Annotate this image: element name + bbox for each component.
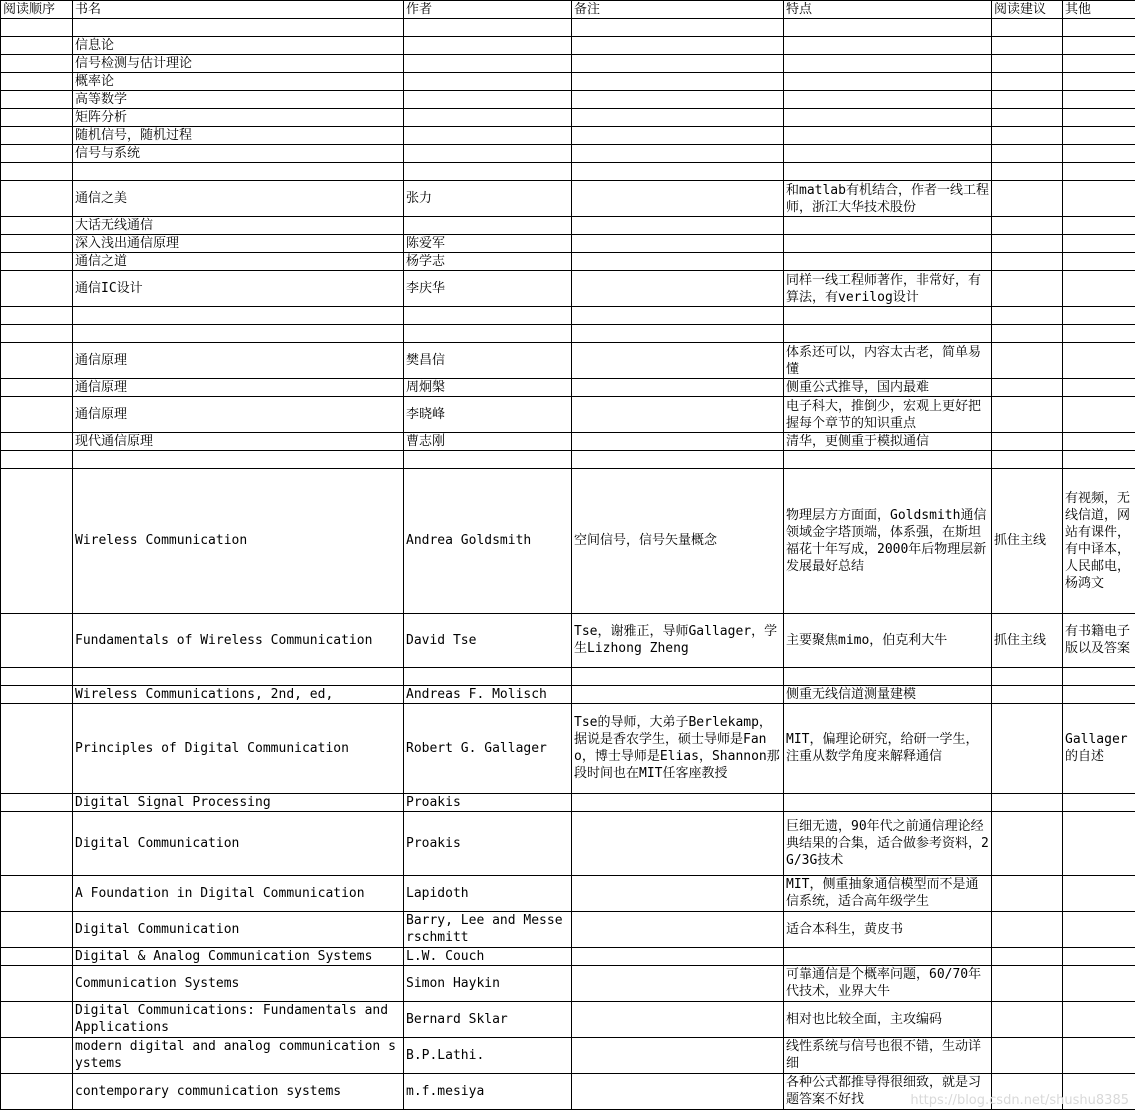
cell-other[interactable] (1063, 325, 1135, 343)
cell-read-order[interactable] (1, 181, 73, 217)
cell-other[interactable] (1063, 109, 1135, 127)
cell-reading-advice[interactable] (992, 19, 1063, 37)
cell-read-order[interactable] (1, 217, 73, 235)
cell-author[interactable]: 李庆华 (404, 271, 572, 307)
cell-features[interactable] (784, 37, 992, 55)
cell-book-title[interactable]: 通信之道 (73, 253, 404, 271)
cell-features[interactable]: 线性系统与信号也很不错，生动详细 (784, 1037, 992, 1073)
cell-remark[interactable] (572, 811, 784, 875)
table-row (1, 217, 1135, 235)
cell-remark[interactable] (572, 965, 784, 1001)
cell-features[interactable]: 体系还可以，内容太古老，简单易懂 (784, 343, 992, 379)
cell-book-title[interactable]: 通信IC设计 (73, 271, 404, 307)
cell-reading-advice[interactable] (992, 109, 1063, 127)
cell-author[interactable]: Barry, Lee and Messerschmitt (404, 911, 572, 947)
cell-remark[interactable] (572, 163, 784, 181)
table-row (1, 109, 1135, 127)
cell-reading-advice[interactable] (992, 811, 1063, 875)
cell-book-title[interactable] (73, 163, 404, 181)
cell-reading-advice[interactable] (992, 145, 1063, 163)
cell-read-order[interactable] (1, 109, 73, 127)
cell-remark[interactable] (572, 19, 784, 37)
header-features[interactable]: 特点 (784, 1, 992, 19)
cell-read-order[interactable] (1, 1001, 73, 1037)
cell-other[interactable] (1063, 217, 1135, 235)
cell-book-title[interactable]: 深入浅出通信原理 (73, 235, 404, 253)
cell-book-title[interactable] (73, 307, 404, 325)
cell-book-title[interactable]: modern digital and analog communication systems (73, 1037, 404, 1073)
cell-reading-advice[interactable] (992, 875, 1063, 911)
cell-other[interactable] (1063, 343, 1135, 379)
cell-book-title[interactable] (73, 667, 404, 685)
cell-remark[interactable]: 空间信号，信号矢量概念 (572, 469, 784, 613)
table-row (1, 181, 1135, 217)
cell-author[interactable] (404, 325, 572, 343)
cell-read-order[interactable] (1, 965, 73, 1001)
cell-features[interactable] (784, 55, 992, 73)
cell-remark[interactable]: Tse，谢雅正，导师Gallager，学生Lizhong Zheng (572, 613, 784, 667)
cell-author[interactable]: 杨学志 (404, 253, 572, 271)
cell-reading-advice[interactable] (992, 1037, 1063, 1073)
cell-features[interactable]: 同样一线工程师著作，非常好，有算法，有verilog设计 (784, 271, 992, 307)
cell-reading-advice[interactable] (992, 965, 1063, 1001)
cell-book-title[interactable]: Fundamentals of Wireless Communication (73, 613, 404, 667)
cell-reading-advice[interactable] (992, 217, 1063, 235)
cell-other[interactable] (1063, 433, 1135, 451)
cell-features[interactable] (784, 163, 992, 181)
cell-features[interactable] (784, 947, 992, 965)
table-row (1, 325, 1135, 343)
table-row (1, 127, 1135, 145)
table-row (1, 947, 1135, 965)
cell-reading-advice[interactable] (992, 73, 1063, 91)
cell-features[interactable] (784, 235, 992, 253)
cell-reading-advice[interactable] (992, 451, 1063, 469)
cell-author[interactable] (404, 37, 572, 55)
cell-reading-advice[interactable] (992, 947, 1063, 965)
cell-other[interactable]: Gallager的自述 (1063, 703, 1135, 793)
cell-features[interactable]: 可靠通信是个概率问题，60/70年代技术，业界大牛 (784, 965, 992, 1001)
cell-book-title[interactable] (73, 19, 404, 37)
cell-read-order[interactable] (1, 1037, 73, 1073)
cell-read-order[interactable] (1, 911, 73, 947)
cell-features[interactable]: 和matlab有机结合，作者一线工程师，浙江大华技术股份 (784, 181, 992, 217)
cell-remark[interactable] (572, 451, 784, 469)
cell-features[interactable]: 适合本科生，黄皮书 (784, 911, 992, 947)
cell-remark[interactable] (572, 235, 784, 253)
cell-author[interactable]: B.P.Lathi. (404, 1037, 572, 1073)
cell-features[interactable] (784, 793, 992, 811)
cell-reading-advice[interactable] (992, 1073, 1063, 1109)
cell-other[interactable] (1063, 667, 1135, 685)
cell-book-title[interactable] (73, 325, 404, 343)
cell-remark[interactable] (572, 55, 784, 73)
table-row (1, 1001, 1135, 1037)
cell-remark[interactable] (572, 947, 784, 965)
cell-remark[interactable] (572, 127, 784, 145)
cell-author[interactable]: Andreas F. Molisch (404, 685, 572, 703)
cell-author[interactable]: Proakis (404, 793, 572, 811)
header-row (1, 1, 1135, 19)
cell-book-title[interactable]: Principles of Digital Communication (73, 703, 404, 793)
cell-reading-advice[interactable] (992, 55, 1063, 73)
cell-remark[interactable] (572, 1001, 784, 1037)
cell-other[interactable]: 有书籍电子版以及答案 (1063, 613, 1135, 667)
cell-reading-advice[interactable] (992, 127, 1063, 145)
cell-features[interactable]: 巨细无遗，90年代之前通信理论经典结果的合集，适合做参考资料，2G/3G技术 (784, 811, 992, 875)
cell-read-order[interactable] (1, 433, 73, 451)
cell-features[interactable]: MIT，侧重抽象通信模型而不是通信系统，适合高年级学生 (784, 875, 992, 911)
cell-author[interactable]: Bernard Sklar (404, 1001, 572, 1037)
header-read-order[interactable]: 阅读顺序 (1, 1, 73, 19)
cell-book-title[interactable]: Digital Communication (73, 911, 404, 947)
cell-author[interactable]: Lapidoth (404, 875, 572, 911)
cell-author[interactable]: Simon Haykin (404, 965, 572, 1001)
cell-remark[interactable] (572, 217, 784, 235)
cell-reading-advice[interactable] (992, 307, 1063, 325)
table-row (1, 1073, 1135, 1109)
cell-remark[interactable] (572, 271, 784, 307)
cell-reading-advice[interactable] (992, 685, 1063, 703)
cell-author[interactable] (404, 73, 572, 91)
table-row (1, 433, 1135, 451)
table-row (1, 343, 1135, 379)
cell-read-order[interactable] (1, 811, 73, 875)
cell-other[interactable] (1063, 145, 1135, 163)
cell-features[interactable]: 主要聚焦mimo，伯克利大牛 (784, 613, 992, 667)
cell-book-title[interactable]: 通信之美 (73, 181, 404, 217)
table-row (1, 1037, 1135, 1073)
table-row (1, 793, 1135, 811)
cell-read-order[interactable] (1, 875, 73, 911)
cell-read-order[interactable] (1, 379, 73, 397)
cell-book-title[interactable]: 大话无线通信 (73, 217, 404, 235)
table-row (1, 965, 1135, 1001)
cell-remark[interactable] (572, 379, 784, 397)
cell-features[interactable]: 侧重公式推导，国内最难 (784, 379, 992, 397)
cell-read-order[interactable] (1, 253, 73, 271)
cell-reading-advice[interactable] (992, 271, 1063, 307)
cell-author[interactable] (404, 19, 572, 37)
cell-book-title[interactable]: A Foundation in Digital Communication (73, 875, 404, 911)
cell-other[interactable] (1063, 911, 1135, 947)
cell-author[interactable] (404, 307, 572, 325)
cell-other[interactable] (1063, 379, 1135, 397)
cell-other[interactable] (1063, 91, 1135, 109)
cell-reading-advice[interactable] (992, 433, 1063, 451)
cell-remark[interactable] (572, 73, 784, 91)
cell-reading-advice[interactable] (992, 235, 1063, 253)
cell-author[interactable]: 张力 (404, 181, 572, 217)
cell-reading-advice[interactable] (992, 397, 1063, 433)
cell-read-order[interactable] (1, 343, 73, 379)
cell-features[interactable] (784, 73, 992, 91)
cell-features[interactable]: MIT，偏理论研究，给研一学生，注重从数学角度来解释通信 (784, 703, 992, 793)
cell-other[interactable]: 有视频，无线信道，网站有课件，有中译本，人民邮电，杨鸿文 (1063, 469, 1135, 613)
cell-author[interactable]: 周炯槃 (404, 379, 572, 397)
cell-reading-advice[interactable] (992, 91, 1063, 109)
cell-remark[interactable] (572, 109, 784, 127)
cell-other[interactable] (1063, 793, 1135, 811)
cell-book-title[interactable] (73, 451, 404, 469)
cell-remark[interactable] (572, 253, 784, 271)
cell-book-title[interactable]: contemporary communication systems (73, 1073, 404, 1109)
cell-book-title[interactable]: 现代通信原理 (73, 433, 404, 451)
cell-author[interactable] (404, 163, 572, 181)
cell-read-order[interactable] (1, 91, 73, 109)
cell-other[interactable] (1063, 181, 1135, 217)
table-row (1, 397, 1135, 433)
cell-other[interactable] (1063, 1037, 1135, 1073)
cell-read-order[interactable] (1, 307, 73, 325)
cell-other[interactable] (1063, 875, 1135, 911)
cell-read-order[interactable] (1, 19, 73, 37)
table-row (1, 163, 1135, 181)
table-row (1, 613, 1135, 667)
cell-read-order[interactable] (1, 37, 73, 55)
cell-read-order[interactable] (1, 685, 73, 703)
cell-other[interactable] (1063, 307, 1135, 325)
cell-reading-advice[interactable] (992, 793, 1063, 811)
cell-author[interactable] (404, 55, 572, 73)
table-row (1, 875, 1135, 911)
cell-reading-advice[interactable] (992, 343, 1063, 379)
cell-other[interactable] (1063, 163, 1135, 181)
cell-remark[interactable] (572, 343, 784, 379)
cell-book-title[interactable]: Digital Communications: Fundamentals and Applications (73, 1001, 404, 1037)
cell-read-order[interactable] (1, 793, 73, 811)
table-row (1, 911, 1135, 947)
cell-reading-advice[interactable] (992, 37, 1063, 55)
cell-author[interactable] (404, 667, 572, 685)
table-row (1, 703, 1135, 793)
cell-author[interactable]: 陈爱军 (404, 235, 572, 253)
cell-read-order[interactable] (1, 235, 73, 253)
cell-features[interactable]: 物理层方方面面，Goldsmith通信领域金字塔顶端，体系强，在斯坦福花十年写成，2000年后物理层新发展最好总结 (784, 469, 992, 613)
table-row (1, 235, 1135, 253)
cell-remark[interactable] (572, 397, 784, 433)
cell-book-title[interactable]: 高等数学 (73, 91, 404, 109)
cell-reading-advice[interactable] (992, 163, 1063, 181)
cell-other[interactable] (1063, 37, 1135, 55)
cell-read-order[interactable] (1, 469, 73, 613)
cell-remark[interactable] (572, 1037, 784, 1073)
cell-remark[interactable] (572, 37, 784, 55)
cell-author[interactable]: Proakis (404, 811, 572, 875)
cell-features[interactable] (784, 109, 992, 127)
cell-book-title[interactable]: Digital Communication (73, 811, 404, 875)
header-author[interactable]: 作者 (404, 1, 572, 19)
cell-remark[interactable] (572, 875, 784, 911)
table-row (1, 91, 1135, 109)
cell-other[interactable] (1063, 55, 1135, 73)
cell-remark[interactable] (572, 793, 784, 811)
table-row (1, 271, 1135, 307)
cell-features[interactable]: 侧重无线信道测量建模 (784, 685, 992, 703)
cell-book-title[interactable]: 随机信号，随机过程 (73, 127, 404, 145)
cell-other[interactable] (1063, 127, 1135, 145)
table-row (1, 451, 1135, 469)
cell-remark[interactable] (572, 145, 784, 163)
table-row (1, 379, 1135, 397)
table-row (1, 37, 1135, 55)
table-row (1, 667, 1135, 685)
table-row (1, 253, 1135, 271)
cell-other[interactable] (1063, 685, 1135, 703)
cell-features[interactable] (784, 325, 992, 343)
cell-author[interactable] (404, 145, 572, 163)
cell-read-order[interactable] (1, 667, 73, 685)
cell-remark[interactable] (572, 91, 784, 109)
cell-author[interactable]: m.f.mesiya (404, 1073, 572, 1109)
table-row (1, 811, 1135, 875)
cell-features[interactable] (784, 19, 992, 37)
header-other[interactable]: 其他 (1063, 1, 1135, 19)
cell-reading-advice[interactable] (992, 253, 1063, 271)
cell-features[interactable] (784, 667, 992, 685)
cell-author[interactable]: David Tse (404, 613, 572, 667)
cell-features[interactable]: 电子科大，推倒少，宏观上更好把握每个章节的知识重点 (784, 397, 992, 433)
cell-read-order[interactable] (1, 145, 73, 163)
cell-book-title[interactable]: 信号检测与估计理论 (73, 55, 404, 73)
header-book-title[interactable]: 书名 (73, 1, 404, 19)
cell-book-title[interactable]: 矩阵分析 (73, 109, 404, 127)
cell-book-title[interactable]: Wireless Communications, 2nd, ed, (73, 685, 404, 703)
cell-book-title[interactable]: Digital Signal Processing (73, 793, 404, 811)
cell-features[interactable] (784, 451, 992, 469)
cell-remark[interactable] (572, 911, 784, 947)
cell-read-order[interactable] (1, 451, 73, 469)
cell-author[interactable]: 樊昌信 (404, 343, 572, 379)
cell-book-title[interactable]: 通信原理 (73, 343, 404, 379)
cell-reading-advice[interactable] (992, 703, 1063, 793)
table-row (1, 73, 1135, 91)
cell-reading-advice[interactable] (992, 379, 1063, 397)
cell-read-order[interactable] (1, 613, 73, 667)
cell-book-title[interactable]: Digital & Analog Communication Systems (73, 947, 404, 965)
cell-features[interactable]: 相对也比较全面，主攻编码 (784, 1001, 992, 1037)
cell-other[interactable] (1063, 965, 1135, 1001)
cell-reading-advice[interactable] (992, 911, 1063, 947)
cell-features[interactable] (784, 91, 992, 109)
cell-remark[interactable] (572, 181, 784, 217)
cell-other[interactable] (1063, 1073, 1135, 1109)
cell-author[interactable] (404, 127, 572, 145)
cell-remark[interactable] (572, 1073, 784, 1109)
cell-author[interactable] (404, 217, 572, 235)
cell-features[interactable] (784, 253, 992, 271)
cell-other[interactable] (1063, 73, 1135, 91)
cell-features[interactable] (784, 217, 992, 235)
cell-read-order[interactable] (1, 271, 73, 307)
cell-remark[interactable] (572, 685, 784, 703)
cell-book-title[interactable]: 通信原理 (73, 397, 404, 433)
cell-book-title[interactable]: Wireless Communication (73, 469, 404, 613)
cell-reading-advice[interactable]: 抓住主线 (992, 613, 1063, 667)
cell-book-title[interactable]: 信息论 (73, 37, 404, 55)
cell-book-title[interactable]: Communication Systems (73, 965, 404, 1001)
cell-author[interactable] (404, 109, 572, 127)
cell-remark[interactable] (572, 433, 784, 451)
cell-features[interactable] (784, 127, 992, 145)
cell-reading-advice[interactable] (992, 1001, 1063, 1037)
cell-other[interactable] (1063, 19, 1135, 37)
cell-features[interactable]: 各种公式都推导得很细致，就是习题答案不好找 (784, 1073, 992, 1109)
cell-other[interactable] (1063, 271, 1135, 307)
cell-author[interactable]: 曹志刚 (404, 433, 572, 451)
header-reading-advice[interactable]: 阅读建议 (992, 1, 1063, 19)
cell-author[interactable]: Andrea Goldsmith (404, 469, 572, 613)
cell-read-order[interactable] (1, 55, 73, 73)
cell-reading-advice[interactable] (992, 667, 1063, 685)
cell-author[interactable] (404, 451, 572, 469)
cell-remark[interactable] (572, 307, 784, 325)
cell-author[interactable]: L.W. Couch (404, 947, 572, 965)
table-row (1, 685, 1135, 703)
cell-features[interactable] (784, 145, 992, 163)
table-row (1, 145, 1135, 163)
cell-author[interactable] (404, 91, 572, 109)
cell-features[interactable] (784, 307, 992, 325)
cell-other[interactable] (1063, 235, 1135, 253)
cell-features[interactable]: 清华，更侧重于模拟通信 (784, 433, 992, 451)
cell-read-order[interactable] (1, 703, 73, 793)
cell-reading-advice[interactable]: 抓住主线 (992, 469, 1063, 613)
cell-read-order[interactable] (1, 127, 73, 145)
table-row (1, 307, 1135, 325)
table-row (1, 19, 1135, 37)
cell-reading-advice[interactable] (992, 181, 1063, 217)
cell-author[interactable]: Robert G. Gallager (404, 703, 572, 793)
cell-book-title[interactable]: 信号与系统 (73, 145, 404, 163)
cell-other[interactable] (1063, 811, 1135, 875)
table-row (1, 469, 1135, 613)
cell-read-order[interactable] (1, 73, 73, 91)
cell-other[interactable] (1063, 947, 1135, 965)
cell-read-order[interactable] (1, 947, 73, 965)
cell-other[interactable] (1063, 1001, 1135, 1037)
cell-other[interactable] (1063, 397, 1135, 433)
cell-author[interactable]: 李晓峰 (404, 397, 572, 433)
cell-other[interactable] (1063, 253, 1135, 271)
cell-book-title[interactable]: 概率论 (73, 73, 404, 91)
cell-book-title[interactable]: 通信原理 (73, 379, 404, 397)
table-row (1, 55, 1135, 73)
cell-read-order[interactable] (1, 1073, 73, 1109)
cell-remark[interactable]: Tse的导师，大弟子Berlekamp，据说是香农学生，硕士导师是Fano，博士导师是Elias，Shannon那段时间也在MIT任客座教授 (572, 703, 784, 793)
cell-other[interactable] (1063, 451, 1135, 469)
cell-reading-advice[interactable] (992, 325, 1063, 343)
cell-remark[interactable] (572, 667, 784, 685)
header-remark[interactable]: 备注 (572, 1, 784, 19)
cell-read-order[interactable] (1, 397, 73, 433)
watermark: https://blog.csdn.net/shushu8385 (910, 1093, 1129, 1108)
cell-read-order[interactable] (1, 163, 73, 181)
cell-remark[interactable] (572, 325, 784, 343)
cell-read-order[interactable] (1, 325, 73, 343)
